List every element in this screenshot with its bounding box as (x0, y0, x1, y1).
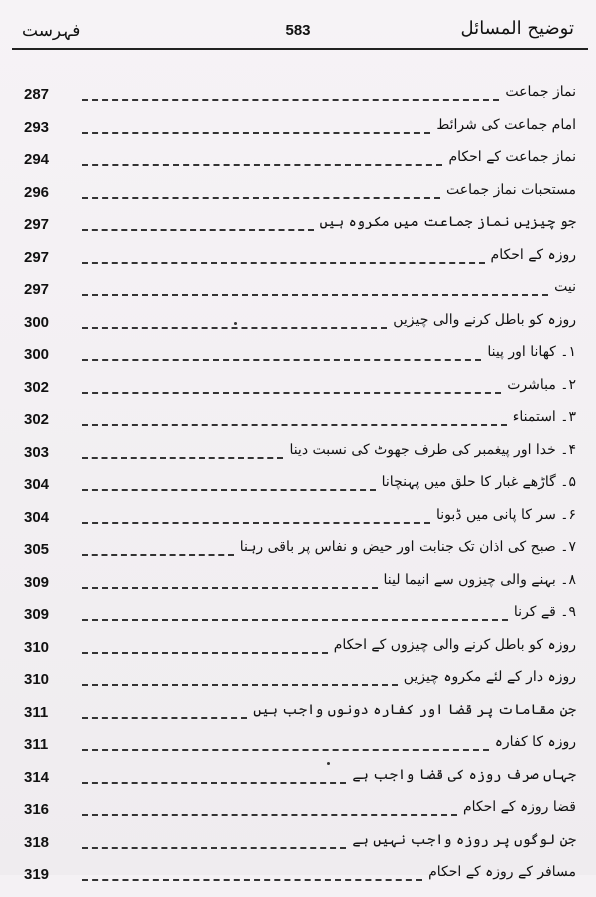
page-header (14, 14, 582, 46)
toc-page-number: 303 (24, 443, 50, 461)
toc-entry-title: جو چیزیں نماز جماعت میں مکروہ ہیں (319, 214, 576, 230)
toc-entry-title: نماز جماعت کے احکام (448, 149, 576, 165)
toc-entry-title: روزہ کے احکام (490, 246, 576, 263)
toc-page-number: 304 (24, 508, 50, 526)
header-section-title: فہرست (22, 21, 81, 41)
toc-entry-title: ۷۔ صبح کی اذان تک جنابت اور حیض و نفاس پر باقی رہنا (239, 539, 576, 555)
toc-leader-dashes (82, 879, 422, 881)
toc-page-number: 294 (24, 151, 50, 168)
toc-entry (14, 539, 582, 572)
toc-page-number: 310 (24, 638, 50, 656)
toc-entry-title: ۵۔ گاڑھے غبار کا حلق میں پہنچانا (381, 474, 576, 490)
toc-page-number: 314 (24, 768, 50, 786)
toc-entry-title: ۶۔ سر کا پانی میں ڈبونا (435, 506, 576, 523)
toc-leader-dashes (82, 327, 387, 329)
toc-entry-title: روزہ دار کے لئے مکروہ چیزیں (403, 669, 576, 685)
toc-leader-dashes (82, 392, 501, 394)
paper-speck (327, 762, 330, 765)
toc-page-number: 297 (24, 281, 50, 298)
toc-page-number: 300 (24, 313, 50, 331)
toc-page-number: 302 (24, 378, 50, 396)
toc-page-number: 302 (24, 411, 50, 428)
toc-entry-title: نماز جماعت (505, 84, 576, 100)
toc-leader-dashes (82, 99, 499, 101)
toc-page-number: 300 (24, 346, 50, 363)
toc-entry-title: نیت (554, 279, 576, 295)
paper-speck (234, 322, 237, 325)
toc-entry-title: ۸۔ بہنے والی چیزوں سے انیما لینا (383, 571, 576, 588)
toc-leader-dashes (82, 489, 376, 491)
toc-entry (14, 669, 582, 702)
toc-entry (14, 702, 582, 735)
toc-page-number: 309 (24, 606, 50, 623)
toc-entry (14, 377, 582, 410)
toc-entry (14, 279, 582, 312)
header-page-number: 583 (285, 22, 311, 39)
toc-entry-title: روزہ کا کفارہ (494, 734, 576, 750)
toc-entry (14, 474, 582, 507)
toc-entry-title: جن مقامات پر قضا اور کفارہ دونوں واجب ہیں (253, 701, 576, 718)
toc-entry-title: مسافر کے روزہ کے احکام (428, 864, 576, 880)
table-of-contents (14, 84, 582, 897)
toc-leader-dashes (82, 684, 398, 686)
toc-leader-dashes (82, 424, 507, 426)
toc-leader-dashes (82, 294, 548, 296)
toc-page-number: 311 (24, 736, 49, 753)
toc-leader-dashes (82, 652, 328, 654)
toc-entry-title: روزہ کو باطل کرنے والی چیزیں (393, 311, 576, 328)
toc-leader-dashes (82, 847, 346, 849)
toc-entry (14, 442, 582, 475)
toc-entry (14, 507, 582, 540)
toc-entry (14, 832, 582, 865)
header-rule (12, 48, 588, 50)
toc-page-number: 296 (24, 183, 50, 201)
toc-entry (14, 799, 582, 832)
toc-entry (14, 117, 582, 150)
toc-entry-title: جن لوگوں پر روزہ واجب نہیں ہے (352, 831, 576, 848)
toc-entry-title: جہاں صرف روزہ کی قضا واجب ہے (352, 766, 576, 783)
toc-entry (14, 214, 582, 247)
toc-entry (14, 864, 582, 897)
toc-entry-title: مستحبات نماز جماعت (446, 181, 576, 198)
toc-page-number: 305 (24, 541, 50, 558)
toc-entry (14, 604, 582, 637)
toc-entry (14, 767, 582, 800)
toc-leader-dashes (82, 619, 508, 621)
toc-page-number: 304 (24, 476, 50, 493)
toc-leader-dashes (82, 782, 346, 784)
toc-entry (14, 344, 582, 377)
toc-entry (14, 247, 582, 280)
toc-leader-dashes (82, 554, 234, 556)
toc-entry-title: ۹۔ قے کرنا (513, 604, 576, 620)
toc-entry-title: ۲۔ مباشرت (507, 376, 576, 393)
toc-page-number: 297 (24, 248, 50, 266)
toc-leader-dashes (82, 164, 442, 166)
toc-entry-title: ۱۔ کھانا اور پینا (487, 344, 576, 360)
toc-leader-dashes (82, 197, 440, 199)
toc-entry-title: امام جماعت کی شرائط (436, 116, 576, 133)
toc-page-number: 309 (24, 573, 50, 591)
toc-leader-dashes (82, 814, 457, 816)
toc-leader-dashes (82, 262, 485, 264)
toc-leader-dashes (82, 229, 314, 231)
toc-page-number: 316 (24, 801, 50, 818)
toc-page-number: 318 (24, 833, 50, 851)
toc-page-number: 319 (24, 866, 50, 883)
toc-entry-title: قضا روزہ کے احکام (462, 799, 576, 815)
toc-entry (14, 149, 582, 182)
toc-entry (14, 409, 582, 442)
toc-entry (14, 637, 582, 670)
header-book-title: توضیح المسائل (460, 18, 574, 39)
toc-entry (14, 182, 582, 215)
toc-entry-title: ۳۔ استمناء (512, 409, 576, 425)
toc-entry-title: ۴۔ خدا اور پیغمبر کی طرف جھوٹ کی نسبت دینا (289, 441, 576, 458)
toc-entry (14, 84, 582, 117)
toc-page-number: 287 (24, 86, 50, 103)
toc-leader-dashes (82, 457, 283, 459)
toc-leader-dashes (82, 717, 247, 719)
toc-entry (14, 312, 582, 345)
toc-leader-dashes (82, 359, 481, 361)
toc-page-number: 310 (24, 671, 50, 688)
toc-leader-dashes (82, 522, 430, 524)
toc-entry (14, 734, 582, 767)
toc-leader-dashes (82, 587, 378, 589)
toc-page-number: 311 (24, 703, 49, 721)
toc-page-number: 297 (24, 216, 50, 233)
toc-leader-dashes (82, 749, 489, 751)
toc-entry (14, 572, 582, 605)
toc-page-number: 293 (24, 118, 50, 136)
toc-entry-title: روزہ کو باطل کرنے والی چیزوں کے احکام (333, 636, 576, 653)
toc-leader-dashes (82, 132, 430, 134)
